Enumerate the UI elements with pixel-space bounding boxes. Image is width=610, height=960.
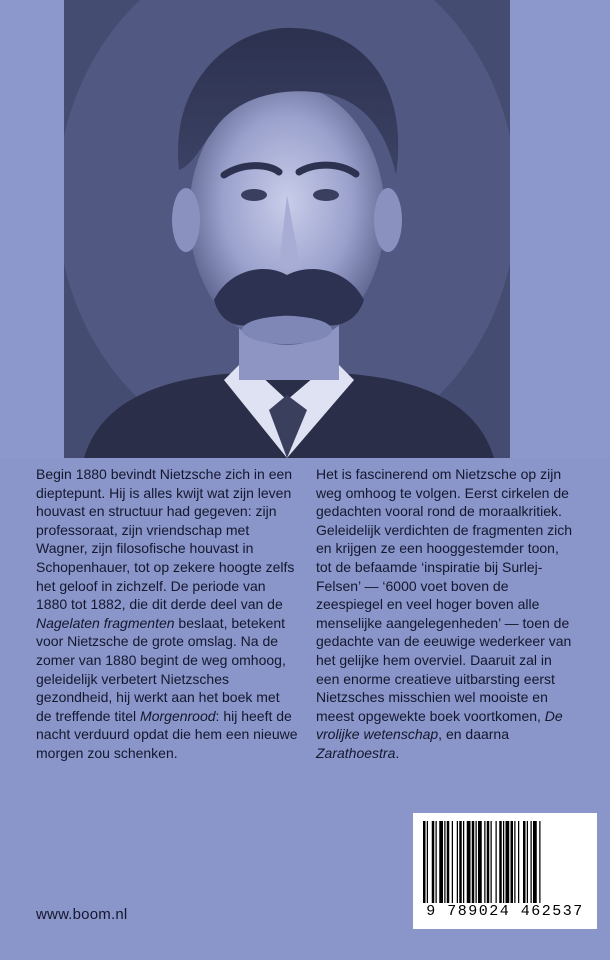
barcode-bar bbox=[487, 821, 490, 903]
barcode-bar bbox=[476, 821, 477, 903]
barcode-bar bbox=[432, 821, 435, 903]
barcode-bar bbox=[503, 821, 504, 903]
barcode-bar bbox=[472, 821, 475, 903]
portrait-illustration bbox=[64, 0, 510, 458]
barcode-bar bbox=[452, 821, 453, 903]
barcode-bar bbox=[491, 821, 492, 903]
barcode-bar bbox=[427, 821, 428, 903]
barcode-bar bbox=[463, 821, 464, 903]
barcode-bar bbox=[496, 821, 497, 903]
blurb-text: Het is fascinerend om Nietzsche op zijn weg omhoog te volgen. Eerst cirkelen de gedachten vooral rond de moraalkritiek. Geleidelijk verdichten de fragmenten zich en krijgen ze een hooggestemder toon, tot de befaamde ‘inspiratie bij Surlej-Felsen’ — ‘6000 voet boven de zeespiegel en veel hoger boven alle menselijke aangelegenheden’ — toen de gedachte van de eeuwige wederkeer van het gelijke hem overviel. Daaruit zal in een enorme creatieve uitbarsting eerst Nietzsches misschien wel mooiste en meest opgewekte boek voortkomen, bbox=[316, 466, 573, 724]
barcode-bar bbox=[447, 821, 450, 903]
barcode-bar bbox=[439, 821, 443, 903]
barcode-bar bbox=[533, 821, 537, 903]
blurb-text: beslaat, betekent voor Nietzsche de grote omslag. Na de zomer van 1880 begint de weg omhoog, geleidelijk verbetert Nietzsches gezondheid, hij werkt aan het boek met de treffende titel bbox=[36, 614, 286, 724]
blurb-text: . bbox=[395, 744, 400, 761]
barcode-bar bbox=[518, 821, 519, 903]
blurb-left-column bbox=[36, 465, 298, 763]
barcode-bar bbox=[514, 821, 515, 903]
isbn-number: 9 789024 462537 bbox=[426, 903, 584, 920]
barcode-bar bbox=[539, 821, 540, 903]
barcode-bar bbox=[499, 821, 502, 903]
barcode-bar bbox=[511, 821, 514, 903]
book-title-nagelaten-fragmenten: Nagelaten fragmenten bbox=[36, 614, 175, 631]
barcode-bar bbox=[527, 821, 528, 903]
barcode-bar bbox=[444, 821, 445, 903]
publisher-url[interactable]: www.boom.nl bbox=[36, 906, 128, 923]
blurb-text: , en daarna bbox=[438, 726, 510, 743]
barcode-bar bbox=[436, 821, 437, 903]
blurb-right-paragraph bbox=[316, 465, 578, 763]
portrait-photo bbox=[64, 0, 510, 458]
blurb-right-column bbox=[316, 465, 578, 763]
barcode-bar bbox=[459, 821, 462, 903]
blurb-left-paragraph bbox=[36, 465, 298, 763]
barcode-bar bbox=[423, 821, 426, 903]
blurb-text: Begin 1880 bevindt Nietzsche zich in een dieptepunt. Hij is alles kwijt wat zijn leven houvast en structuur had gegeven: zijn professoraat, zijn vriendschap met Wagner, zijn filosofische houvast in Schopenhauer, tot op zekere hoogte zelfs het geloof in zichzelf. De periode van 1880 tot 1882, die dit derde deel van de bbox=[36, 466, 295, 613]
barcode-bar bbox=[531, 821, 532, 903]
barcode-bars bbox=[423, 821, 587, 903]
book-title-de-vrolijke-wetenschap: De vrolijke wetenschap bbox=[316, 707, 563, 743]
barcode-bar bbox=[457, 821, 458, 903]
barcode-bar bbox=[467, 821, 471, 903]
book-title-morgenrood: Morgenrood bbox=[140, 707, 216, 724]
blurb-text: : hij heeft de nacht verduurd opdat die hem een nieuwe morgen zou schenken. bbox=[36, 707, 298, 761]
barcode-bar bbox=[484, 821, 485, 903]
barcode-bar bbox=[523, 821, 526, 903]
book-title-zarathoestra: Zarathoestra bbox=[316, 744, 396, 761]
barcode-bar bbox=[478, 821, 482, 903]
isbn-barcode bbox=[413, 813, 597, 929]
barcode-bar bbox=[506, 821, 510, 903]
